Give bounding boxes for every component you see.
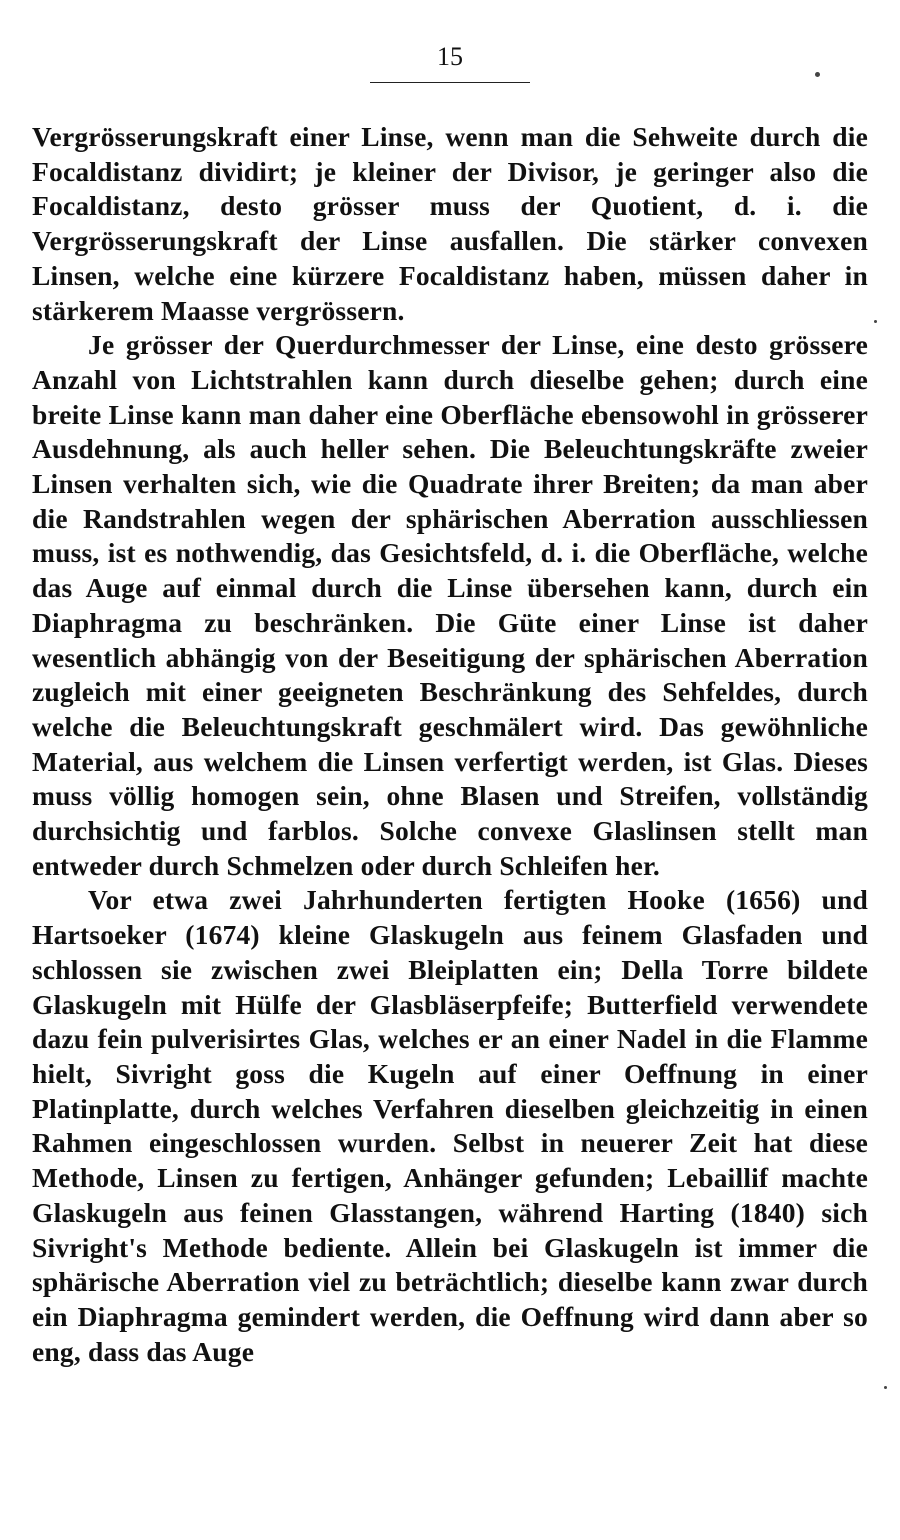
print-speck xyxy=(874,320,877,323)
print-speck xyxy=(884,1386,887,1389)
paragraph-1: Vergrösserungskraft einer Linse, wenn man die Sehweite durch die Focaldistanz dividirt; je kleiner der Divisor, je geringer also die Focaldistanz, desto grösser muss der Quotient, d. i. die Vergrösserungskraft der Linse ausfallen. Die stärker convexen Linsen, welche eine kürzere Focaldistanz haben, müssen daher in stärkerem Maasse vergrössern. xyxy=(32,121,868,326)
paragraph-3: Vor etwa zwei Jahrhunderten fertigten Hooke (1656) und Hartsoeker (1674) kleine Glaskugeln aus feinem Glasfaden und schlossen sie zwischen zwei Bleiplatten ein; Della Torre bildete Glaskugeln mit Hülfe der Glasbläserpfeife; Butterfield verwendete dazu fein pulverisirtes Glas, welches er an einer Nadel in die Flamme hielt, Sivright goss die Kugeln auf einer Oeffnung in einer Platinplatte, durch welches Verfahren dieselben gleichzeitig in einen Rahmen eingeschlossen wurden. Selbst in neuerer Zeit hat diese Methode, Linsen zu fertigen, Anhänger gefunden; Lebaillif machte Glaskugeln aus feinen Glasstangen, während Harting (1840) sich Sivright's Methode bediente. Allein bei Glaskugeln ist immer die sphärische Aberration viel zu beträchtlich; dieselbe kann zwar durch ein Diaphragma gemindert werden, die Oeffnung wird dann aber so eng, dass das Auge xyxy=(32,884,868,1367)
header-rule xyxy=(370,82,530,83)
paragraph-2: Je grösser der Querdurchmesser der Linse, eine desto grössere Anzahl von Lichtstrahlen kann durch dieselbe gehen; durch eine breite Linse kann man daher eine Oberfläche ebensowohl in grösserer Ausdehnung, als auch heller sehen. Die Beleuchtungskräfte zweier Linsen verhalten sich, wie die Quadrate ihrer Breiten; da man aber die Randstrahlen wegen der sphärischen Aberration ausschliessen muss, ist es nothwendig, das Gesichtsfeld, d. i. die Oberfläche, welche das Auge auf einmal durch die Linse übersehen kann, durch ein Diaphragma zu beschränken. Die Güte einer Linse ist daher wesentlich abhängig von der Beseitigung der sphärischen Aberration zugleich mit einer geeigneten Beschränkung des Sehfeldes, durch welche die Beleuchtungskraft geschmälert wird. Das gewöhnliche Material, aus welchem die Linsen verfertigt werden, ist Glas. Dieses muss völlig homogen sein, ohne Blasen und Streifen, vollständig durchsichtig und farblos. Solche convexe Glaslinsen stellt man entweder durch Schmelzen oder durch Schleifen her. xyxy=(32,329,868,881)
print-speck xyxy=(815,72,820,77)
body-text xyxy=(32,120,868,1369)
page-number: 15 xyxy=(437,42,463,71)
page-header xyxy=(0,40,900,74)
